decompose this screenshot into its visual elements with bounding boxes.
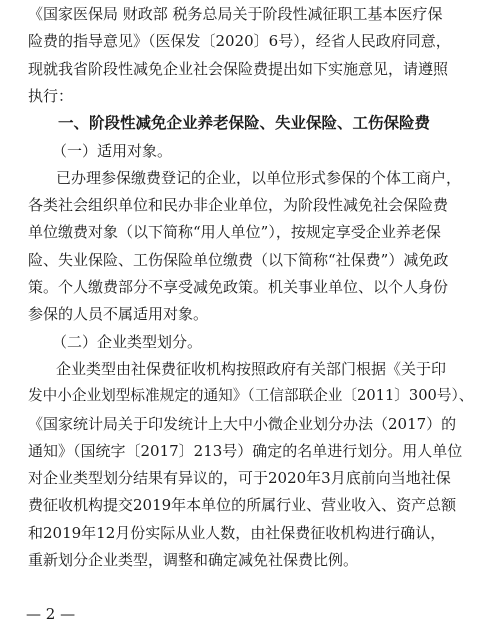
section-heading-1: 一、阶段性减免企业养老保险、失业保险、工伤保险费 bbox=[58, 114, 431, 133]
paragraph-line: 对企业类型划分结果有异议的，可于2020年3月底前向当地社保 bbox=[28, 469, 451, 488]
paragraph-line: 各类社会组织单位和民办非企业单位，为阶段性减免社会保险费 bbox=[28, 196, 449, 215]
subsection-heading-2: （二）企业类型划分。 bbox=[52, 332, 203, 351]
paragraph-line: 策。个人缴费部分不享受减免政策。机关事业单位、以个人身份 bbox=[28, 278, 449, 296]
paragraph-line: 企业类型由社保费征收机构按照政府有关部门根据《关于印 bbox=[56, 359, 447, 378]
paragraph-line: 单位缴费对象（以下简称“用人单位”），按规定享受企业养老保 bbox=[28, 223, 441, 242]
intro-line: 执行： bbox=[28, 86, 74, 105]
paragraph-line-last: 重新划分企业类型，调整和确定减免社保费比例。 bbox=[28, 551, 359, 569]
paragraph-line: 发中小企业划型标准规定的通知》（工信部联企业〔2011〕300号）、 bbox=[28, 387, 474, 405]
paragraph-line: 参保的人员不属适用对象。 bbox=[28, 305, 209, 324]
paragraph-line: 通知》（国统字〔2017〕213号）确定的名单进行划分。用人单位 bbox=[28, 441, 463, 460]
intro-line: 险费的指导意见》（医保发〔2020〕6号），经省人民政府同意， bbox=[28, 32, 451, 51]
paragraph-line: 和2019年12月份实际从业人数，由社保费征收机构进行确认， bbox=[28, 523, 446, 542]
subsection-heading-1: （一）适用对象。 bbox=[52, 141, 173, 160]
paragraph-line: 险、失业保险、工伤保险单位缴费（以下简称“社保费”）减免政 bbox=[28, 250, 449, 269]
paragraph-line: 费征收机构提交2019年本单位的所属行业、营业收入、资产总额 bbox=[28, 496, 457, 515]
intro-line: 《国家医保局 财政部 税务总局关于阶段性减征职工基本医疗保 bbox=[28, 5, 443, 23]
intro-line: 现就我省阶段性减免企业社会保险费提出如下实施意见，请遵照 bbox=[28, 59, 449, 78]
page-number: — 2 — bbox=[26, 605, 76, 623]
paragraph-line: 已办理参保缴费登记的企业，以单位形式参保的个体工商户， bbox=[56, 168, 462, 187]
paragraph-line: 《国家统计局关于印发统计上大中小微企业划分办法（2017）的 bbox=[28, 414, 457, 433]
